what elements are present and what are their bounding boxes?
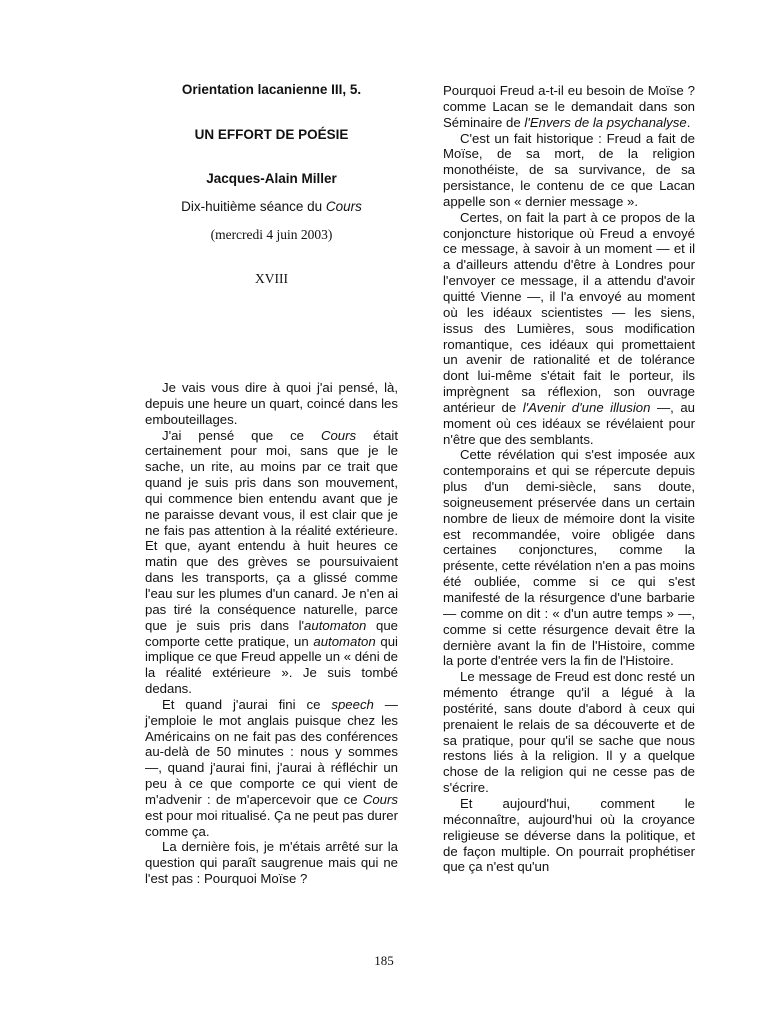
article-title: UN EFFORT DE POÉSIE <box>194 127 349 142</box>
session-prefix: Dix-huitième séance du <box>181 199 326 214</box>
paragraph: Le message de Freud est donc resté un mémento étrange qu'il a légué à la postérité, sans doute d'abord à ceux qui prenaient le relais de sa découverte et de sa pratique, pour qu'il se sache que nous restons liés à la religion. Il y a quelque chose de la religion qui ne cesse pas de s'écrire. <box>443 669 695 796</box>
author-name: Jacques-Alain Miller <box>206 171 337 186</box>
series-heading: Orientation lacanienne III, 5. <box>181 82 362 97</box>
page-number: 185 <box>374 953 394 968</box>
paragraph: Et aujourd'hui, comment le méconnaître, aujourd'hui où la croyance religieuse se déverse dans la politique, et de façon multiple. On pourrait prophétiser que ça n'est qu'un <box>443 795 695 875</box>
paragraph: Je vais vous dire à quoi j'ai pensé, là, depuis une heure un quart, coincé dans les embouteillages. <box>145 380 398 427</box>
right-column <box>443 83 695 875</box>
paragraph: Cette révélation qui s'est imposée aux contemporains et qui se répercute depuis plus d'un demi-siècle, sans doute, soigneusement préservée dans un certain nombre de lieux de mémoire dont la visite est recommandée, voire obligée dans certaines conjonctures, comme la présente, cette révélation n'en a pas moins été oubliée, comme si ce qui s'est manifesté de la résurgence d'une barbarie — comme on dit : « d'un autre temps » —, comme si cette résurgence devait être la dernière avant la fin de l'Histoire, comme la porte d'entrée vers la fin de l'Histoire. <box>443 447 695 669</box>
session-cours: Cours <box>325 199 362 214</box>
paragraph: Certes, on fait la part à ce propos de la conjoncture historique où Freud a envoyé ce message, à savoir à un moment — et il a d'ailleurs attendu d'être à Londres pour l'envoyer ce message, il a attendu d'avoir quitté Vienne —, il l'a envoyé au moment où les idéaux scientistes — les siens, issus des Lumières, sous modification romantique, ces idéaux qui promettaient un avenir de rationalité et de tolérance dont lui-même s'était fait le porteur, ils imprègnent sa réflexion, son ouvrage antérieur de l'Avenir d'une illusion —, au moment où ces idéaux se révélaient pour n'être que des semblants. <box>443 209 695 447</box>
paragraph: J'ai pensé que ce Cours était certainement pour moi, sans que je le sache, un rite, au moins par ce trait que quand je suis pris dans son mouvement, qui commence bien entendu avant que je ne paraisse devant vous, il est clair que je ne fais pas attention à la réalité extérieure. Et que, ayant entendu à huit heures ce matin que des grèves se poursuivaient dans les transports, ça a glissé comme l'eau sur les plumes d'un canard. Je n'en ai pas tiré la conséquence naturelle, parce que je suis pris dans l'automaton que comporte cette pratique, un automaton qui implique ce que Freud appelle un « déni de la réalité extérieure ». Je suis tombé dedans. <box>145 427 398 697</box>
session-line <box>145 199 398 214</box>
paragraph: La dernière fois, je m'étais arrêté sur la question qui paraît saugrenue mais qui ne l'est pas : Pourquoi Moïse ? <box>145 839 398 887</box>
paragraph: Pourquoi Freud a-t-il eu besoin de Moïse ? comme Lacan se le demandait dans son Séminaire de l'Envers de la psychanalyse. <box>443 83 695 130</box>
paragraph: C'est un fait historique : Freud a fait de Moïse, de sa mort, de la religion monothéiste, de sa survivance, de sa persistance, le contenu de ce que Lacan appelle son « dernier message ». <box>443 130 695 209</box>
section-number: XVIII <box>255 271 288 286</box>
paragraph: Et quand j'aurai fini ce speech — j'emploie le mot anglais puisque chez les Américains on ne fait pas des conférences au-delà de 50 minutes : nous y sommes —, quand j'aurai fini, j'aurai à réfléchir un peu à ce que comporte ce qui vient de m'advenir : de m'apercevoir que ce Cours est pour moi ritualisé. Ça ne peut pas durer comme ça. <box>145 696 398 839</box>
left-body-text <box>145 380 398 887</box>
session-date: (mercredi 4 juin 2003) <box>210 227 333 242</box>
left-column <box>145 82 398 887</box>
